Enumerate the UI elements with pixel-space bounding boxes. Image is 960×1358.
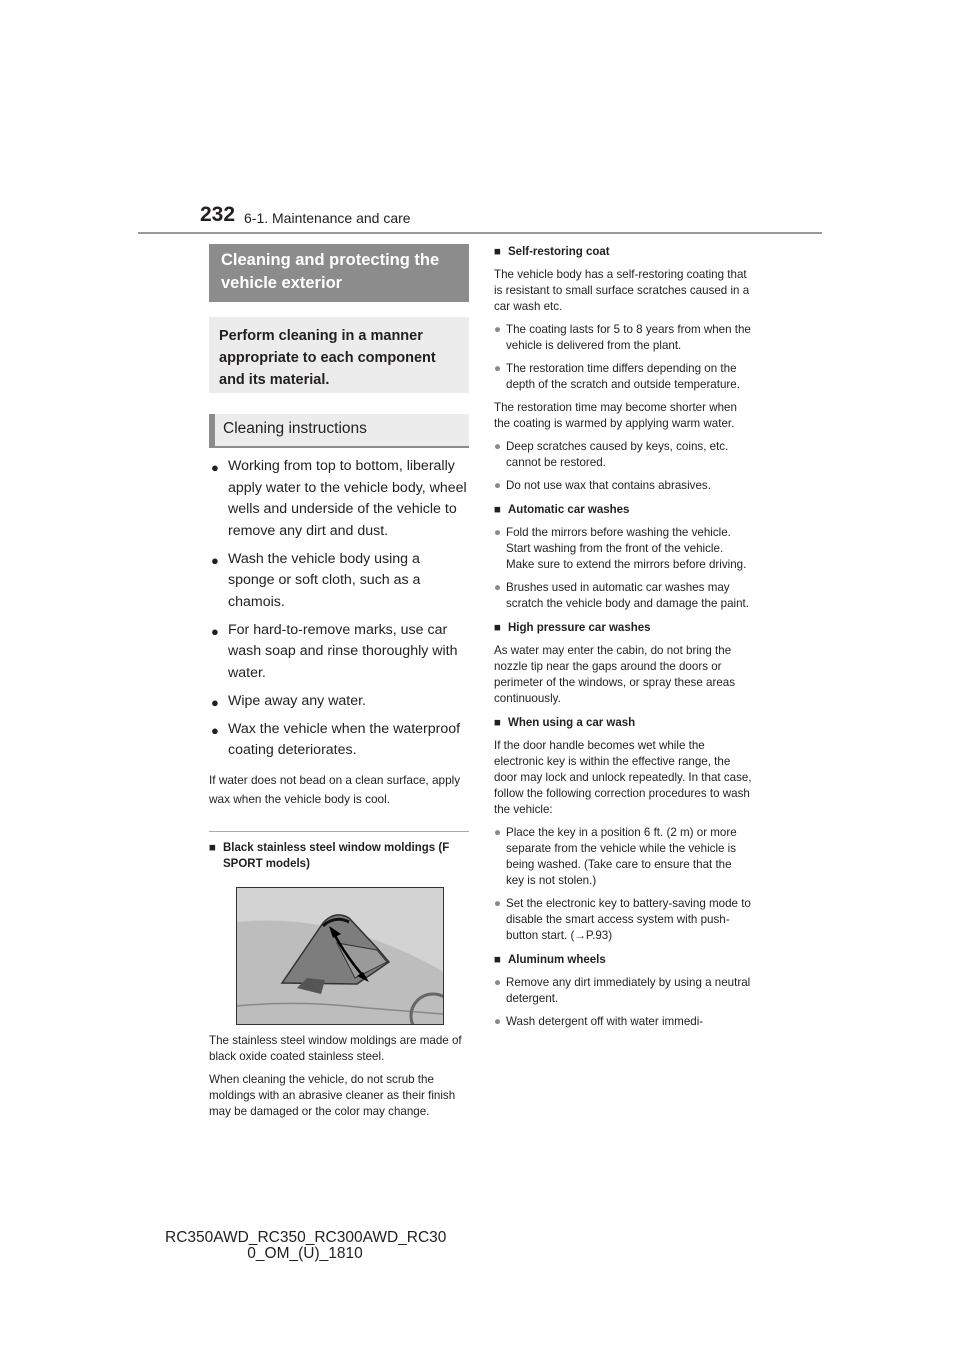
- square-bullet-icon: ■: [494, 717, 501, 729]
- high-pressure-heading: ■ High pressure car washes: [494, 622, 651, 634]
- bullet-icon: ●: [494, 581, 502, 594]
- section-header: 6-1. Maintenance and care: [244, 210, 411, 226]
- intro-box: Perform cleaning in a manner appropriate to each component and its material.: [209, 317, 469, 393]
- footer-line-2: 0_OM_(U)_1810: [247, 1245, 363, 1262]
- list-item: ● Wipe away any water.: [209, 691, 469, 713]
- window-molding-illustration: [236, 887, 444, 1025]
- bullet-icon: ●: [494, 323, 502, 336]
- list-item: ● The restoration time differs depending on the depth of the scratch and outside temperature.: [494, 362, 740, 391]
- self-restoring-paragraph: The vehicle body has a self-restoring coating that is resistant to small surface scratches caused in a car wash etc.: [494, 268, 750, 313]
- list-item: ● Wax the vehicle when the waterproof coating deteriorates.: [211, 720, 461, 758]
- wax-note: If water does not bead on a clean surface, apply wax when the vehicle body is cool.: [209, 772, 461, 806]
- moldings-paragraph-2: When cleaning the vehicle, do not scrub the moldings with an abrasive cleaner as their finish may be damaged or the color may change.: [209, 1072, 456, 1118]
- list-item: ● Remove any dirt immediately by using a neutral detergent.: [494, 976, 751, 1005]
- square-bullet-icon: ■: [494, 954, 501, 966]
- aluminum-wheels-heading: ■ Aluminum wheels: [494, 954, 606, 966]
- list-item: ● Deep scratches caused by keys, coins, etc. cannot be restored.: [494, 440, 729, 469]
- list-item: ● Place the key in a position 6 ft. (2 m) or more separate from the vehicle while the vehicle is being washed. (Take care to ensure that the key is not stolen.): [494, 826, 737, 887]
- bullet-icon: ●: [211, 722, 219, 738]
- list-item: ● Wash detergent off with water immedi-: [494, 1015, 704, 1028]
- list-item: ● Fold the mirrors before washing the vehicle. Start washing from the front of the vehicle. Make sure to extend the mirrors before driving.: [494, 526, 747, 571]
- moldings-paragraph-1: The stainless steel window moldings are made of black oxide coated stainless steel.: [209, 1033, 462, 1063]
- section-title: Cleaning and protecting the vehicle exterior: [209, 244, 469, 302]
- separator: [209, 831, 469, 832]
- bullet-icon: ●: [494, 479, 502, 492]
- list-item: ● Brushes used in automatic car washes may scratch the vehicle body and damage the paint.: [494, 581, 749, 610]
- car-wash-paragraph: If the door handle becomes wet while the electronic key is within the effective range, the door may lock and unlock repeatedly. In that case, follow the following correction procedures to wash the vehicle:: [494, 739, 752, 816]
- list-item: ● Set the electronic key to battery-saving mode to disable the smart access system with push-button start. (→P.93): [494, 897, 751, 942]
- square-bullet-icon: ■: [494, 622, 501, 634]
- list-item: ● Do not use wax that contains abrasives.: [494, 479, 711, 492]
- bullet-icon: ●: [211, 623, 219, 639]
- bullet-icon: ●: [494, 362, 502, 375]
- right-column: [494, 244, 752, 1030]
- bullet-icon: ●: [494, 526, 502, 539]
- bullet-icon: ●: [494, 1015, 502, 1028]
- list-item: ● Working from top to bottom, liberally apply water to the vehicle body, wheel wells and underside of the vehicle to remove any dirt and dust.: [211, 458, 467, 539]
- high-pressure-paragraph: As water may enter the cabin, do not bring the nozzle tip near the gaps around the doors or perimeter of the windows, or spray these areas continuously.: [494, 644, 736, 705]
- restoration-paragraph: The restoration time may become shorter when the coating is warmed by applying warm water.: [494, 401, 737, 430]
- list-item: ● Wash the vehicle body using a sponge or soft cloth, such as a chamois.: [211, 550, 421, 610]
- bullet-icon: ●: [494, 440, 502, 453]
- moldings-heading: ■ Black stainless steel window moldings (F SPORT models): [209, 841, 450, 870]
- square-bullet-icon: ■: [494, 504, 501, 516]
- car-wash-heading: ■ When using a car wash: [494, 717, 636, 729]
- bullet-icon: ●: [211, 694, 219, 710]
- self-restoring-heading: ■ Self-restoring coat: [494, 246, 610, 258]
- bullet-icon: ●: [494, 826, 502, 839]
- square-bullet-icon: ■: [209, 841, 216, 854]
- list-item: ● The coating lasts for 5 to 8 years from when the vehicle is delivered from the plant.: [494, 323, 751, 352]
- square-bullet-icon: ■: [494, 246, 501, 258]
- list-item: ● For hard-to-remove marks, use car wash soap and rinse thoroughly with water.: [211, 621, 458, 681]
- header-rule: [138, 232, 822, 234]
- car-window-icon: [237, 888, 443, 1024]
- bullet-icon: ●: [494, 976, 502, 989]
- footer-line-1: RC350AWD_RC350_RC300AWD_RC30: [165, 1229, 447, 1246]
- page-number: 232: [200, 203, 236, 226]
- bullet-icon: ●: [211, 460, 219, 475]
- cleaning-instructions-heading: Cleaning instructions: [209, 414, 469, 448]
- bullet-icon: ●: [494, 897, 502, 910]
- cleaning-steps-list: [209, 456, 469, 762]
- footer-doc-id: [165, 1230, 445, 1262]
- left-column: [209, 244, 469, 1120]
- bullet-icon: ●: [211, 552, 219, 568]
- auto-wash-heading: ■ Automatic car washes: [494, 504, 630, 516]
